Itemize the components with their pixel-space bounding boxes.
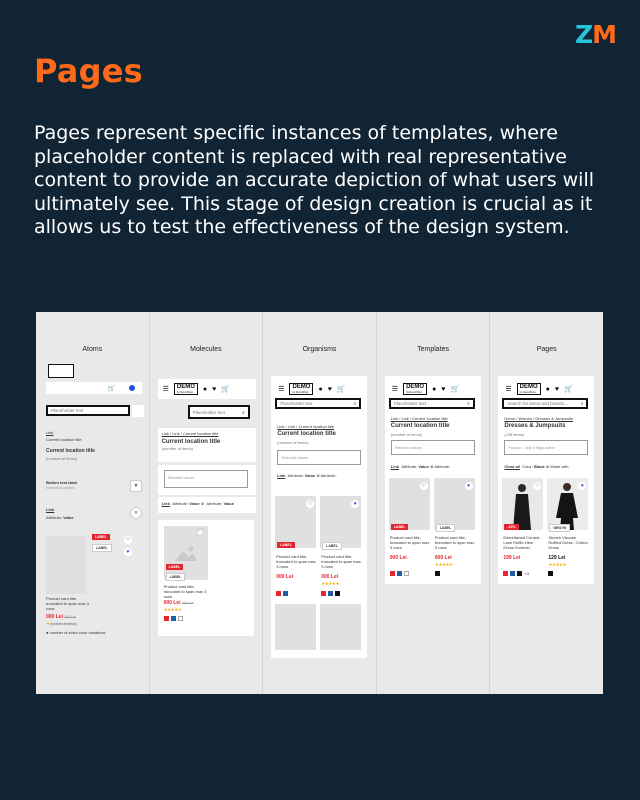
rating-stars: ★★★★★ [548, 562, 567, 567]
rating-stars: ★★★★★ [321, 581, 339, 586]
attribute-label: Attribute: [401, 464, 418, 469]
price-value: 199 [503, 555, 512, 561]
made-with-label: Made with [550, 464, 569, 469]
attribute-label: Attribute: [46, 515, 63, 520]
navbar-organism [273, 379, 365, 399]
column-title-pages: Pages [536, 346, 557, 353]
demo-subtext: by DemoShop [52, 373, 68, 376]
search-input-atom[interactable] [46, 405, 130, 416]
heart-icon[interactable]: ♥ [554, 385, 560, 393]
product-title-2: Product card title, truncated to span max 3 rows [434, 535, 475, 550]
menu-icon[interactable]: ☰ [162, 386, 169, 393]
location-title-small: Current location title [46, 437, 82, 442]
cart-icon[interactable]: 🛒 [221, 386, 230, 393]
label-white: LABEL [322, 542, 342, 550]
column-templates [377, 312, 491, 694]
color-label: Color: [522, 464, 533, 469]
demo-logo-atom [48, 364, 74, 378]
button-label: Button text label [281, 452, 311, 456]
price-2 [435, 555, 452, 561]
cart-icon[interactable]: 🛒 [107, 385, 115, 392]
location-title: Dresses & Jumpsuits [504, 423, 566, 429]
label-red-atom: LABEL [92, 534, 110, 540]
logo-letter-z: Z [574, 20, 593, 49]
price-value: 129 [548, 555, 557, 561]
column-title-templates: Templates [417, 346, 450, 353]
sort-filter-label: Sort & Filter [508, 442, 531, 446]
user-icon[interactable]: ● [432, 385, 437, 393]
heart-icon[interactable]: ♥ [89, 385, 94, 391]
link[interactable]: Link [277, 473, 286, 478]
breadcrumb[interactable]: Link / Link / Current location title [161, 431, 219, 436]
color-swatches-1[interactable] [390, 571, 409, 576]
image-placeholder-atom [46, 536, 86, 594]
search-icon: ⌕ [136, 407, 140, 414]
attribute-label-2: Attribute: [206, 501, 223, 506]
rating-stars-atom: ★ (number of reviews) [46, 621, 77, 626]
column-molecules [150, 312, 264, 694]
search-placeholder: Placeholder text [280, 401, 313, 406]
column-atoms [36, 312, 150, 694]
search-bar-molecule[interactable] [188, 405, 250, 419]
price-value: 000 [276, 574, 285, 580]
search-bar-page[interactable] [502, 398, 588, 409]
demo-text: DEMO [292, 384, 311, 390]
label-red: LABEL [277, 542, 295, 548]
button-label: Button text label [394, 442, 425, 446]
sort-filter-button[interactable] [504, 440, 588, 455]
link[interactable]: Link [161, 501, 170, 506]
attribute-atom [46, 515, 74, 520]
price-value: 000 [434, 555, 444, 561]
zm-logo [575, 20, 616, 49]
heart-icon[interactable]: ♥ [212, 385, 217, 393]
breadcrumb[interactable]: Link / Link / Current location title [277, 424, 335, 429]
attribute-label-2: Attribute: [434, 464, 451, 469]
heart-filled-icon[interactable]: ♥ [124, 548, 132, 556]
link-bold-atom[interactable]: Link [46, 507, 55, 512]
items-count: (number of items) [161, 446, 193, 451]
user-icon[interactable]: ● [202, 385, 208, 393]
location-title: Current location title [277, 431, 336, 437]
price-atom [46, 614, 76, 620]
price-value: 000 [46, 614, 55, 620]
search-placeholder: Placeholder text [51, 408, 84, 413]
heart-icon[interactable]: ♡ [535, 483, 540, 489]
product-title-2: Stretch Viscose Ruffled Dress - Cotton Dress [548, 535, 588, 550]
product-title-2: Product card title, truncated to span max 3 rows [321, 554, 361, 569]
demo-subtext: by DemoShop [519, 391, 536, 394]
price-value: 000 [389, 555, 399, 561]
label-red: LABEL [391, 524, 409, 530]
product-title-1: Product card title, truncated to span max 3 rows [276, 554, 316, 569]
items-count: (138 items) [504, 432, 525, 437]
sort-filter-sub: Popular - only 6 flags active [508, 446, 556, 450]
items-count: (number of items) [390, 432, 423, 437]
filter-icon[interactable]: ▼ [130, 480, 142, 492]
search-placeholder: Search for items and brands... [507, 401, 568, 406]
column-pages [490, 312, 603, 694]
demo-logo[interactable] [517, 383, 541, 395]
label-white-atom: LABEL [92, 544, 112, 552]
breadcrumb[interactable]: Link / Link / Current location title [390, 416, 448, 421]
demo-text: DEMO [519, 384, 538, 390]
review-count: (number of reviews) [50, 621, 77, 626]
attribute-label-2: Attribute: [320, 473, 337, 478]
price-currency: Lei [330, 574, 339, 580]
price-1 [390, 555, 407, 561]
product-title-atom: Product card title, truncated to span max 3 rows [46, 596, 89, 611]
attribute-row: Link Attribute: Value ⊗ Attribute: [277, 473, 337, 478]
product-title-1: Embellished Corded Lace Ruffle-Hem Dress Summer [503, 535, 540, 550]
demo-logo[interactable] [174, 383, 198, 395]
image-placeholder-4 [320, 604, 361, 650]
search-icon: ⌕ [353, 401, 357, 406]
demo-text: DEMO [176, 384, 195, 390]
price-currency: Lei [558, 555, 566, 561]
clear-all-link[interactable]: Clear all [504, 464, 520, 469]
navbar-page [500, 379, 592, 399]
price-currency: Lei [444, 555, 452, 561]
demo-subtext: by DemoShop [292, 391, 309, 394]
icon-row-atom [46, 382, 142, 394]
location-title: Current location title [161, 439, 221, 445]
price-currency: Lei [399, 555, 407, 561]
price-2 [321, 574, 338, 580]
menu-icon[interactable]: ☰ [505, 386, 512, 393]
location-molecule [158, 428, 256, 462]
user-icon[interactable]: ● [72, 385, 76, 391]
rating-stars: ★★★★★ [163, 607, 182, 612]
selected-values: Selected values [394, 446, 422, 450]
close-icon[interactable]: ✕ [130, 507, 142, 519]
atomic-design-panel [36, 312, 603, 694]
extra-colors: +3 [524, 571, 529, 576]
attribute-label: Attribute: [287, 473, 304, 478]
button-label: Button text label [167, 472, 198, 476]
column-title-atoms: Atoms [82, 346, 103, 353]
menu-icon[interactable]: ☰ [52, 385, 59, 392]
label-white: LABEL [436, 524, 456, 532]
product-title: Product card title, truncated to span max 3 rows [163, 584, 207, 599]
user-icon[interactable]: ● [545, 385, 550, 393]
button-label-atom: Button text label [46, 480, 78, 485]
price-1 [503, 555, 520, 561]
price [164, 600, 194, 606]
color-swatches-2[interactable] [435, 571, 440, 576]
price-value: 000 [321, 574, 330, 580]
demo-logo-text [50, 366, 72, 376]
attribute-value-2: Value [223, 501, 234, 506]
user-icon[interactable]: ● [318, 385, 323, 393]
color-value: Black [533, 464, 545, 469]
label-red: LABEL [166, 564, 184, 570]
heart-icon[interactable]: ♥ [327, 385, 332, 393]
cart-icon[interactable]: 🛒 [564, 386, 573, 393]
demo-subtext: by DemoShop [406, 391, 422, 394]
demo-logo[interactable] [403, 383, 427, 395]
heart-icon[interactable]: ♡ [197, 529, 202, 535]
color-swatches-1[interactable] [276, 591, 288, 596]
search-placeholder: Placeholder text [192, 409, 225, 415]
location-title-atom: Current location title [46, 448, 95, 454]
menu-icon[interactable]: ☰ [391, 386, 399, 393]
attribute-value: Value [189, 501, 200, 506]
price-old: 000 Lei [181, 601, 194, 605]
attribute-value: Value [418, 464, 429, 469]
color-swatches-2[interactable] [321, 591, 340, 596]
color-swatches[interactable] [164, 616, 183, 621]
search-bar-organism[interactable] [275, 398, 361, 409]
search-bar-template[interactable] [389, 398, 475, 409]
label-white: LABEL [166, 573, 186, 581]
column-title-molecules: Molecules [190, 346, 222, 353]
discount-label: -15% [504, 524, 518, 530]
sort-button[interactable] [277, 450, 361, 465]
heart-filled-icon[interactable]: ♥ [351, 500, 359, 508]
product-card-molecule[interactable] [158, 520, 254, 636]
description-paragraph: Pages represent specific instances of templates, where placeholder content is replaced with real representative content to provide an accurate depiction of what users will ultimately see. This stage of design creation is crucial as it allows us to test the effectiveness of the design system. [34, 122, 595, 238]
color-swatches-1[interactable] [503, 571, 529, 576]
heart-icon[interactable]: ♡ [421, 483, 427, 489]
navbar-molecule [158, 379, 256, 399]
location-title: Current location title [390, 423, 450, 429]
new-in-label: NEW IN [549, 524, 570, 532]
price-currency: Lei [285, 574, 294, 580]
column-title-organisms: Organisms [302, 346, 337, 353]
price-2 [548, 555, 565, 561]
search-button-atom[interactable] [132, 405, 144, 417]
breadcrumb[interactable]: Home / Women / Dresses & Jumpsuits [504, 416, 573, 421]
demo-text: DEMO [52, 366, 70, 372]
attribute-label: Attribute: [172, 501, 189, 506]
color-variations-text: number of extra color variations [49, 630, 106, 635]
product-title-1: Product card title, truncated to span max 3 rows [389, 535, 430, 550]
heart-filled-icon[interactable]: ♥ [465, 482, 473, 490]
selected-values: Selected values [167, 476, 195, 480]
attribute-value: Value [63, 515, 74, 520]
heart-icon[interactable]: ♥ [441, 385, 446, 393]
rating-stars: ★★★★★ [434, 562, 453, 567]
color-variations-atom: ● number of extra color variations [46, 630, 106, 635]
link-atom[interactable]: Link [46, 430, 54, 435]
color-swatches-2[interactable] [548, 571, 553, 576]
price-old: 000 Lei [64, 615, 76, 619]
attribute-value: Value [304, 473, 316, 478]
selected-values-atom: Selected values [46, 485, 75, 490]
column-organisms [263, 312, 377, 694]
price-1 [276, 574, 293, 580]
cart-icon[interactable]: 🛒 [450, 386, 460, 393]
sort-button-molecule[interactable] [164, 470, 248, 488]
page-title: Pages [34, 52, 143, 90]
search-icon: ⌕ [580, 401, 584, 406]
demo-text: DEMO [406, 384, 425, 390]
price-currency: Lei [173, 600, 181, 606]
navbar-template [387, 379, 479, 399]
filter-row: Clear all Color: Black ⊗ Made with [504, 464, 569, 469]
items-count: (number of items) [277, 440, 309, 445]
price-currency: Lei [513, 555, 521, 561]
link[interactable]: Link [390, 464, 400, 469]
search-icon: ⌕ [242, 409, 245, 415]
selected-values: Selected values [281, 456, 308, 460]
heart-outline-icon[interactable]: ♡ [125, 537, 131, 543]
menu-icon[interactable]: ☰ [278, 386, 285, 393]
demo-logo[interactable] [289, 383, 313, 395]
price-value: 000 [163, 600, 172, 606]
badge-icon [129, 385, 135, 391]
attribute-row: Link Attribute: Value ⊗ Attribute: [390, 464, 451, 469]
heart-icon[interactable]: ♡ [307, 501, 313, 507]
demo-subtext: by DemoShop [176, 391, 193, 394]
search-placeholder: Placeholder text [393, 401, 427, 406]
price-currency: Lei [55, 614, 63, 620]
image-placeholder-3 [275, 604, 316, 650]
logo-letter-m: M [592, 20, 616, 49]
attribute-row-molecule: Link Attribute: Value ⊗ Attribute: Value [158, 497, 256, 513]
search-icon: ⌕ [467, 401, 470, 406]
sort-button[interactable] [391, 440, 475, 455]
cart-icon[interactable]: 🛒 [336, 386, 346, 393]
heart-filled-icon[interactable]: ♥ [578, 482, 586, 490]
items-count-atom: (number of items) [46, 456, 78, 461]
